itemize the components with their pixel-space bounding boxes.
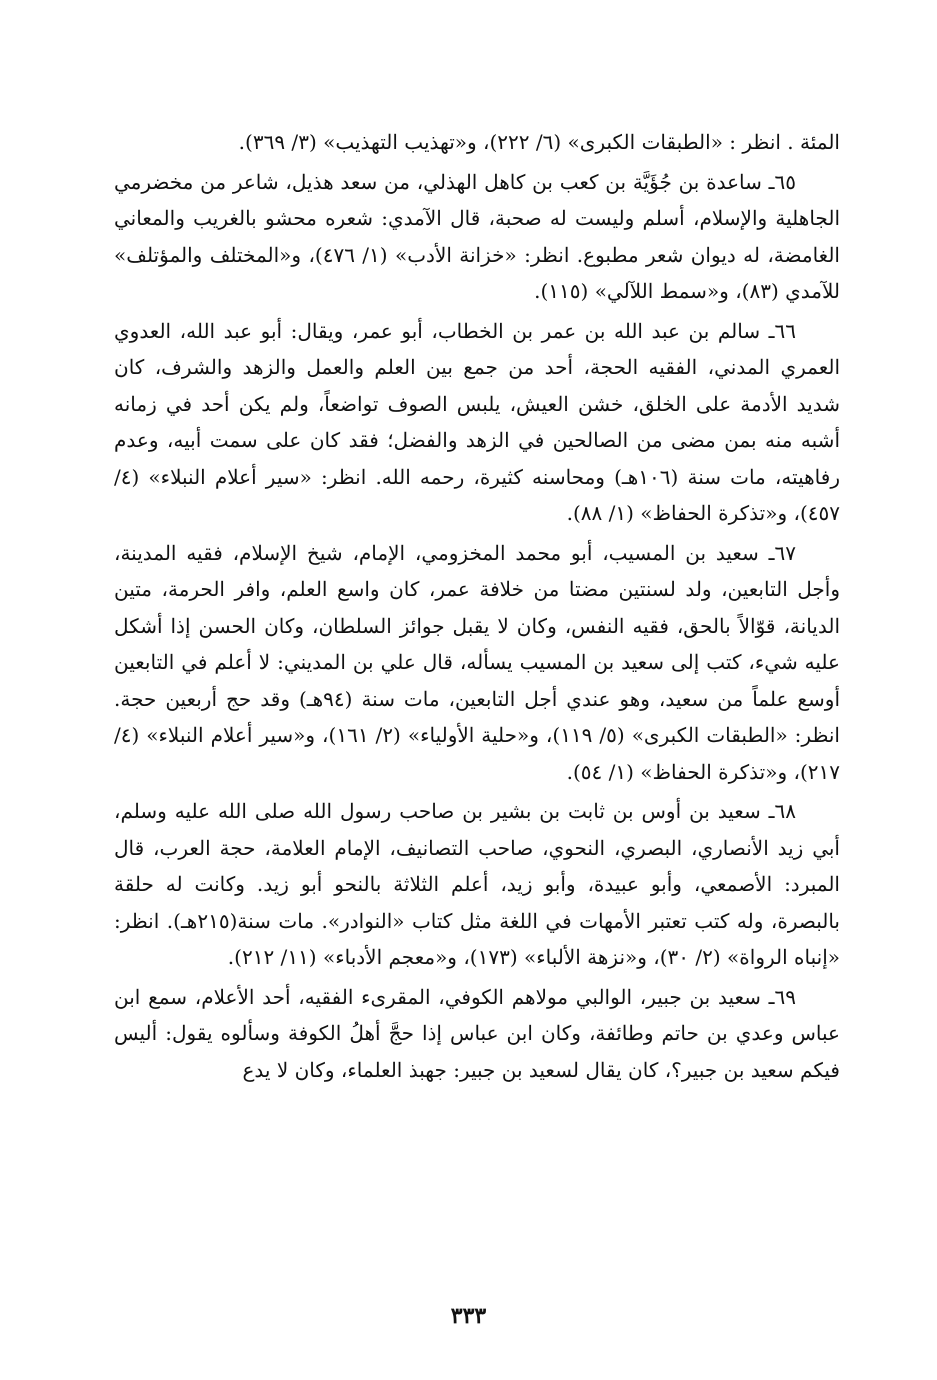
entry-65 (114, 164, 840, 310)
body-text (114, 124, 840, 1088)
entry-text: ساعدة بن جُؤَيَّة بن كعب بن كاهل الهذلي، من سعد هذيل، شاعر من مخضرمي الجاهلية والإسلام، أسلم وليست له صحبة، قال الآمدي: شعره محشو بالغريب والمعاني الغامضة، له ديوان شعر مطبوع. انظر: «خزانة الأدب» (١/ ٤٧٦)، و«المختلف والمؤتلف» للآمدي (٨٣)، و«سمط اللآلي» (١١٥). (114, 169, 840, 303)
entry-number: ٦٥ـ (768, 169, 796, 194)
entry-66 (114, 313, 840, 532)
entry-text: سعيد بن جبير، الوالبي مولاهم الكوفي، المقرىء الفقيه، أحد الأعلام، سمع ابن عباس وعدي بن حاتم وطائفة، وكان ابن عباس إذا حجَّ أهلُ الكوفة وسألوه يقول: أليس فيكم سعيد بن جبير؟، كان يقال لسعيد بن جبير: جهبذ العلماء، وكان لا يدع (114, 984, 840, 1082)
entry-68 (114, 793, 840, 976)
entry-67 (114, 535, 840, 791)
entry-69 (114, 979, 840, 1089)
entry-text: سالم بن عبد الله بن عمر بن الخطاب، أبو عمر، ويقال: أبو عبد الله، العدوي العمري المدني، الفقيه الحجة، أحد من جمع بين العلم والعمل والزهد والشرف، كان شديد الأدمة على الخلق، خشن العيش، يلبس الصوف تواضعاً، ولم يكن أحد في زمانه أشبه منه بمن مضى من الصالحين في الزهد والفضل؛ فقد كان على سمت أبيه، وعدم رفاهيته، مات سنة (١٠٦هـ) ومحاسنه كثيرة، رحمه الله. انظر: «سير أعلام النبلاء» (٤/ ٤٥٧)، و«تذكرة الحفاظ» (١/ ٨٨). (114, 318, 840, 525)
entry-continuation (114, 124, 840, 161)
entry-number: ٦٨ـ (768, 799, 796, 823)
entry-text: سعيد بن أوس بن ثابت بن بشير بن صاحب رسول الله صلى الله عليه وسلم، أبي زيد الأنصاري، البصري، النحوي، صاحب التصانيف، الإمام العلامة، حجة العرب، قال المبرد: الأصمعي، وأبو عبيدة، وأبو زيد، أعلم الثلاثة بالنحو أبو زيد. وكانت له حلقة بالبصرة، وله كتب تعتبر الأمهات في اللغة مثل كتاب «النوادر». مات سنة(٢١٥هـ). انظر: «إنباه الرواة» (٢/ ٣٠)، و«نزهة الألباء» (١٧٣)، و«معجم الأدباء» (١١/ ٢١٢). (114, 799, 840, 969)
page-number: ٣٣٣ (450, 1303, 487, 1329)
entry-number: ٦٩ـ (768, 984, 796, 1009)
entry-number: ٦٧ـ (768, 540, 796, 565)
entry-text: المئة . انظر : «الطبقات الكبرى» (٦/ ٢٢٢)، و«تهذيب التهذيب» (٣/ ٣٦٩). (238, 130, 840, 154)
entry-number: ٦٦ـ (768, 318, 796, 343)
entry-text: سعيد بن المسيب، أبو محمد المخزومي، الإمام، شيخ الإسلام، فقيه المدينة، وأجل التابعين، ولد لسنتين مضتا من خلافة عمر، كان واسع العلم، وافر الحرمة، متين الديانة، قوّالاً بالحق، فقيه النفس، وكان لا يقبل جوائز السلطان، وكان الحسن إذا أشكل عليه شيء، كتب إلى سعيد بن المسيب يسأله، قال علي بن المديني: لا أعلم في التابعين أوسع علماً من سعيد، وهو عندي أجل التابعين، مات سنة (٩٤هـ) وقد حج أربعين حجة. انظر: «الطبقات الكبرى» (٥/ ١١٩)، و«حلية الأولياء» (٢/ ١٦١)، و«سير أعلام النبلاء» (٤/ ٢١٧)، و«تذكرة الحفاظ» (١/ ٥٤). (114, 540, 841, 784)
